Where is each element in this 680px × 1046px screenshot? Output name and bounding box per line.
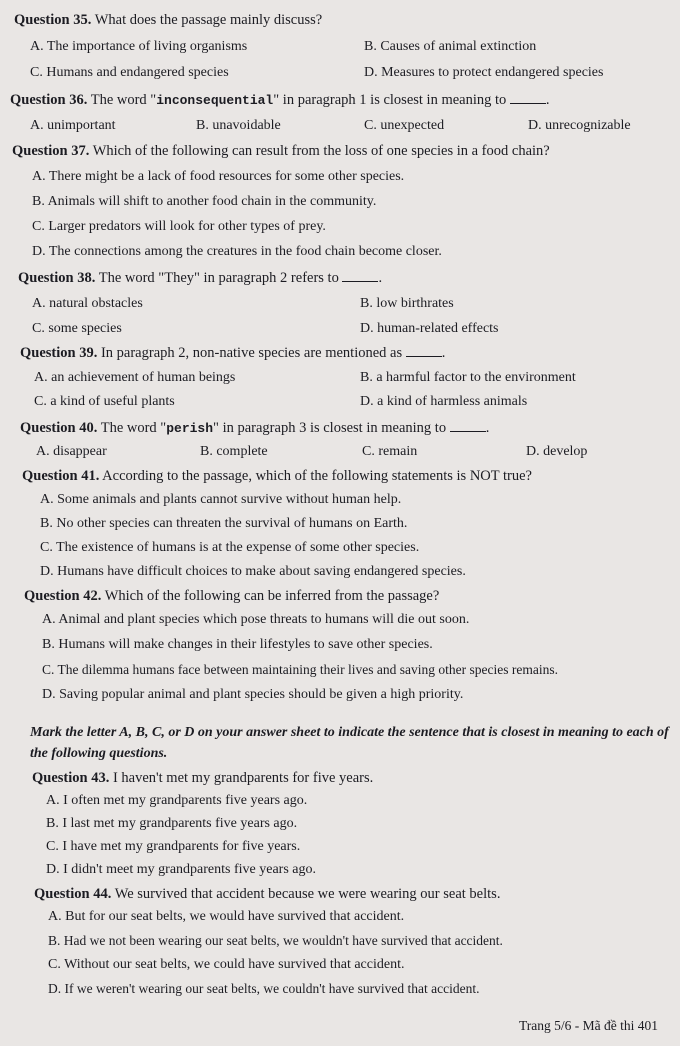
page-footer: Trang 5/6 - Mã đề thi 401 [519, 1018, 658, 1033]
question-35 [0, 10, 680, 80]
option-d: D. Saving popular animal and plant species should be given a high priority. [42, 687, 464, 702]
option-b: B. complete [200, 444, 268, 459]
question-text: " in paragraph 3 is closest in meaning to [213, 420, 450, 436]
option-a: A. natural obstacles [32, 296, 143, 311]
question-36-stem: Question 36. The word "inconsequential" in paragraph 1 is closest in meaning to . [10, 92, 550, 108]
question-text: Which of the following can result from the loss of one species in a food chain? [89, 143, 550, 159]
quoted-word: perish [166, 421, 214, 436]
question-number: Question 42. [24, 588, 102, 604]
question-number: Question 36. [10, 92, 88, 108]
question-number: Question 35. [14, 12, 92, 28]
option-b: B. low birthrates [360, 296, 454, 311]
question-40-stem: Question 40. The word "perish" in paragraph 3 is closest in meaning to . [20, 420, 490, 436]
option-d: D. Humans have difficult choices to make about saving endangered species. [40, 564, 466, 579]
option-c: C. I have met my grandparents for five years. [46, 839, 301, 854]
option-c: C. The existence of humans is at the expense of some other species. [40, 540, 420, 555]
option-c: C. The dilemma humans face between maintaining their lives and saving other species remains. [42, 662, 558, 677]
option-b: B. Causes of animal extinction [364, 39, 537, 54]
question-43-stem [32, 768, 680, 788]
option-c: C. unexpected [364, 118, 445, 133]
question-37 [0, 141, 680, 259]
option-d: D. unrecognizable [528, 118, 631, 133]
question-40 [0, 418, 680, 459]
option-a: A. disappear [36, 444, 107, 459]
question-text: The word " [97, 420, 167, 436]
question-38-stem: Question 38. The word "They" in paragraph 2 refers to . [18, 270, 383, 286]
question-number: Question 37. [12, 143, 90, 159]
question-37-stem [12, 141, 680, 161]
option-c: C. Without our seat belts, we could have survived that accident. [48, 957, 405, 972]
answer-blank [406, 344, 442, 357]
option-b: B. Humans will make changes in their lifestyles to save other species. [42, 637, 433, 652]
question-number: Question 39. [20, 345, 98, 361]
option-d: D. The connections among the creatures in the food chain become closer. [32, 244, 442, 259]
answer-blank [450, 419, 486, 432]
option-b: B. Had we not been wearing our seat belts, we wouldn't have survived that accident. [48, 933, 503, 948]
question-44 [0, 884, 680, 996]
option-d: D. a kind of harmless animals [360, 394, 528, 409]
question-42 [0, 586, 680, 702]
question-38 [0, 268, 680, 336]
question-39 [0, 343, 680, 409]
option-d: D. Measures to protect endangered species [364, 65, 604, 80]
option-a: A. Animal and plant species which pose threats to humans will die out soon. [42, 612, 470, 627]
question-text: In paragraph 2, non-native species are mentioned as [97, 345, 406, 361]
question-text: I haven't met my grandparents for five years. [109, 770, 374, 786]
option-c: C. a kind of useful plants [34, 394, 175, 409]
question-text: What does the passage mainly discuss? [91, 12, 323, 28]
question-42-stem [24, 586, 680, 606]
option-c: C. Larger predators will look for other types of prey. [32, 219, 326, 234]
option-b: B. a harmful factor to the environment [360, 370, 576, 385]
question-number: Question 40. [20, 420, 98, 436]
option-a: A. But for our seat belts, we would have survived that accident. [48, 909, 405, 924]
question-36 [0, 90, 680, 133]
question-39-stem: Question 39. In paragraph 2, non-native species are mentioned as . [20, 345, 446, 361]
question-number: Question 44. [34, 886, 112, 902]
question-text: We survived that accident because we were wearing our seat belts. [111, 886, 501, 902]
option-d: D. I didn't meet my grandparents five years ago. [46, 862, 316, 877]
question-44-stem [34, 884, 680, 904]
option-a: A. unimportant [30, 118, 116, 133]
section-instructions: Mark the letter A, B, C, or D on your answer sheet to indicate the sentence that is closest in meaning to each of the following questions. [30, 725, 669, 761]
option-b: B. unavoidable [196, 118, 281, 133]
option-d: D. human-related effects [360, 321, 499, 336]
question-number: Question 41. [22, 468, 100, 484]
question-number: Question 43. [32, 770, 110, 786]
option-a: A. The importance of living organisms [30, 39, 248, 54]
option-b: B. No other species can threaten the survival of humans on Earth. [40, 516, 408, 531]
question-number: Question 38. [18, 270, 96, 286]
option-a: A. Some animals and plants cannot survive without human help. [40, 492, 402, 507]
option-a: A. an achievement of human beings [34, 370, 236, 385]
option-b: B. I last met my grandparents five years ago. [46, 816, 298, 831]
question-41-stem [22, 466, 680, 486]
option-c: C. some species [32, 321, 122, 336]
option-b: B. Animals will shift to another food chain in the community. [32, 194, 377, 209]
answer-blank [342, 269, 378, 282]
option-d: D. develop [526, 444, 588, 459]
option-c: C. Humans and endangered species [30, 65, 229, 80]
option-d: D. If we weren't wearing our seat belts, we couldn't have survived that accident. [48, 981, 480, 996]
question-text: Which of the following can be inferred from the passage? [101, 588, 440, 604]
question-43 [0, 768, 680, 877]
question-text: " in paragraph 1 is closest in meaning to [273, 92, 510, 108]
question-35-stem [14, 10, 680, 30]
option-a: A. There might be a lack of food resources for some other species. [32, 169, 405, 184]
question-text: The word "They" in paragraph 2 refers to [95, 270, 343, 286]
option-c: C. remain [362, 444, 418, 459]
question-text: The word " [87, 92, 157, 108]
answer-blank [510, 91, 546, 104]
quoted-word: inconsequential [156, 93, 274, 108]
question-text: According to the passage, which of the following statements is NOT true? [99, 468, 532, 484]
option-a: A. I often met my grandparents five years ago. [46, 793, 308, 808]
question-41 [0, 466, 680, 579]
